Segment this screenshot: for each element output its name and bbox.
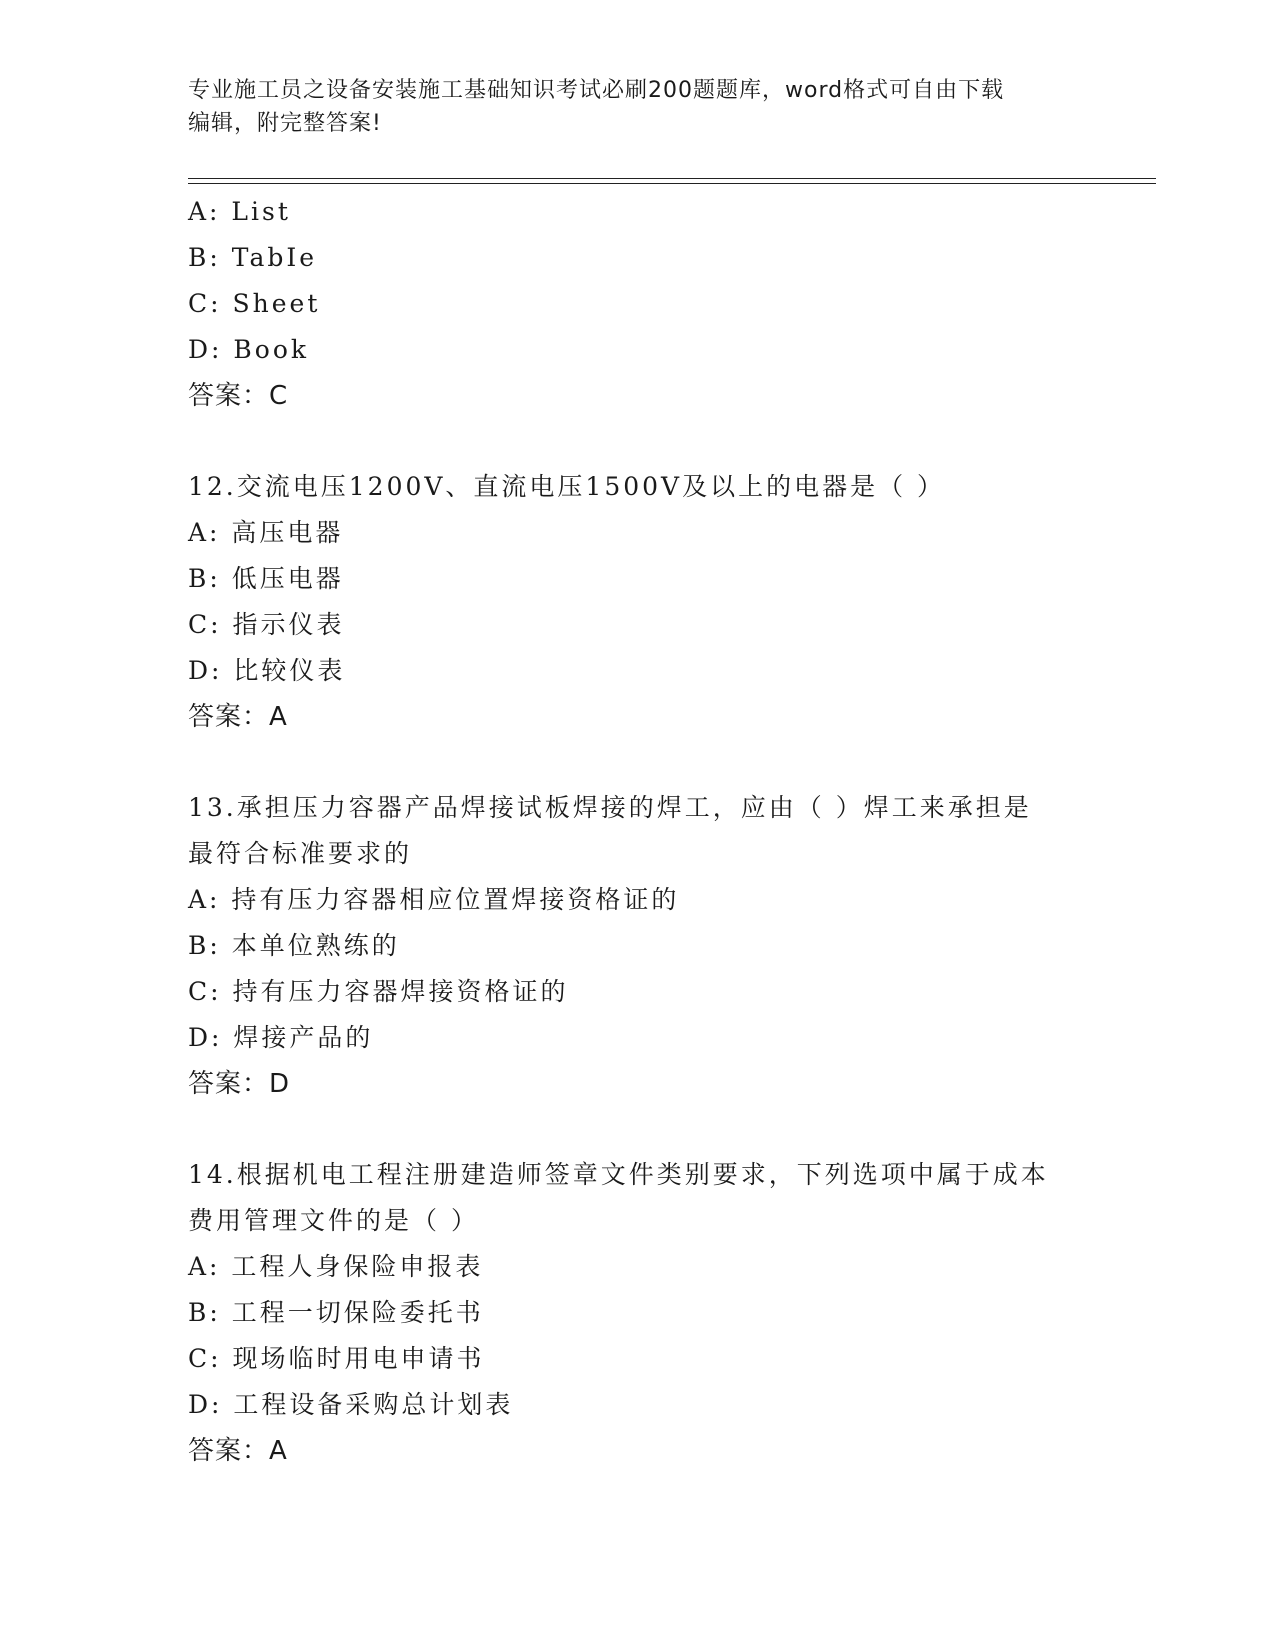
question-stem-line-1: 13.承担压力容器产品焊接试板焊接的焊工，应由（ ）焊工来承担是: [188, 793, 1032, 822]
option-d: D: 焊接产品的: [188, 1023, 374, 1052]
option-d: D: 工程设备采购总计划表: [188, 1390, 514, 1419]
answer: 答案：D: [188, 1069, 291, 1099]
option-d: D: Book: [188, 335, 310, 364]
question-12: [188, 464, 1088, 740]
answer: 答案：A: [188, 1436, 288, 1466]
option-a: A: 持有压力容器相应位置焊接资格证的: [188, 885, 680, 914]
spacer: [188, 1107, 1088, 1152]
question-11: [188, 189, 1088, 419]
question-13: [188, 785, 1088, 1107]
header-title-line-2: 编辑，附完整答案!: [188, 111, 382, 136]
question-list: [188, 189, 1088, 1474]
option-a: A: 高压电器: [188, 518, 344, 547]
option-c: C: 指示仪表: [188, 610, 345, 639]
option-a: A: List: [188, 197, 291, 226]
header-divider-bottom: [188, 183, 1156, 184]
option-b: B: 工程一切保险委托书: [188, 1298, 484, 1327]
option-b: B: 本单位熟练的: [188, 931, 400, 960]
option-c: C: 持有压力容器焊接资格证的: [188, 977, 569, 1006]
question-14: [188, 1152, 1088, 1474]
option-c: C: Sheet: [188, 289, 321, 318]
header-divider-top: [188, 178, 1156, 179]
document-header: [188, 74, 1088, 140]
question-stem-line-2: 最符合标准要求的: [188, 839, 413, 868]
question-stem-line-1: 14.根据机电工程注册建造师签章文件类别要求，下列选项中属于成本: [188, 1160, 1049, 1189]
question-stem: 12.交流电压1200V、直流电压1500V及以上的电器是（ ）: [188, 472, 946, 501]
question-stem-line-2: 费用管理文件的是（ ）: [188, 1206, 479, 1235]
header-title-line-1: 专业施工员之设备安装施工基础知识考试必刷200题题库，word格式可自由下载: [188, 78, 1005, 103]
option-b: B: 低压电器: [188, 564, 344, 593]
spacer: [188, 740, 1088, 785]
spacer: [188, 419, 1088, 464]
option-c: C: 现场临时用电申请书: [188, 1344, 485, 1373]
answer: 答案：C: [188, 381, 289, 411]
option-b: B: TabIe: [188, 243, 318, 272]
option-a: A: 工程人身保险申报表: [188, 1252, 484, 1281]
option-d: D: 比较仪表: [188, 656, 346, 685]
answer: 答案：A: [188, 702, 288, 732]
